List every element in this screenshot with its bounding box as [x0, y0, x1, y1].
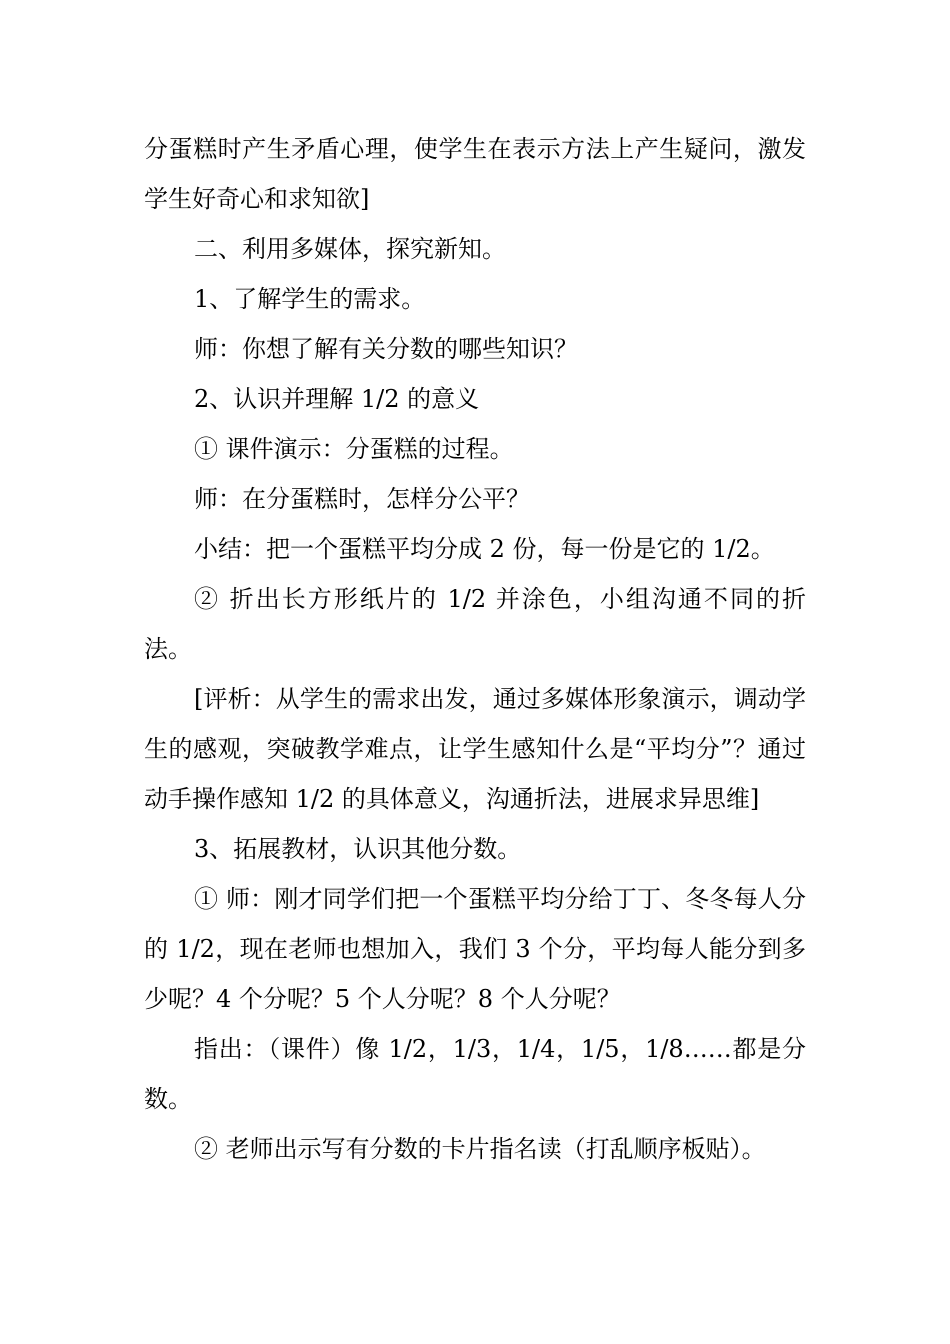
heading-section-2: 二、利用多媒体，探究新知。 — [194, 235, 506, 263]
paragraph-analysis: [评析：从学生的需求出发，通过多媒体形象演示，调动学生的感观，突破教学难点，让学生感知什么是“平均分”？通过动手操作感知 1/2 的具体意义，沟通折法，进展求异思维] — [144, 685, 806, 813]
paragraph-point-out: 指出：（课件）像 1/2，1/3，1/4，1/5，1/8……都是分数。 — [144, 1035, 806, 1113]
paragraph-courseware-demo: ① 课件演示：分蛋糕的过程。 — [194, 435, 514, 463]
paragraph-1: 分蛋糕时产生矛盾心理，使学生在表示方法上产生疑问，激发学生好奇心和求知欲] — [144, 135, 806, 213]
paragraph-teacher-question: 师：你想了解有关分数的哪些知识？ — [194, 335, 578, 363]
document-page — [144, 124, 806, 1174]
paragraph-item-2: 2、认识并理解 1/2 的意义 — [194, 385, 480, 413]
paragraph-teacher-cake: ① 师：刚才同学们把一个蛋糕平均分给丁丁、冬冬每人分的 1/2，现在老师也想加入，我们 3 个分，平均每人能分到多少呢？4 个分呢？5 个人分呢？8 个人分呢？ — [144, 885, 806, 1013]
paragraph-cards: ② 老师出示写有分数的卡片指名读（打乱顺序板贴）。 — [194, 1135, 766, 1163]
paragraph-summary: 小结：把一个蛋糕平均分成 2 份，每一份是它的 1/2。 — [194, 535, 775, 563]
paragraph-fold-paper: ② 折出长方形纸片的 1/2 并涂色，小组沟通不同的折法。 — [144, 585, 806, 663]
paragraph-teacher-fair: 师：在分蛋糕时，怎样分公平？ — [194, 485, 530, 513]
paragraph-item-3: 3、拓展教材，认识其他分数。 — [194, 835, 522, 863]
paragraph-item-1: 1、了解学生的需求。 — [194, 285, 426, 313]
